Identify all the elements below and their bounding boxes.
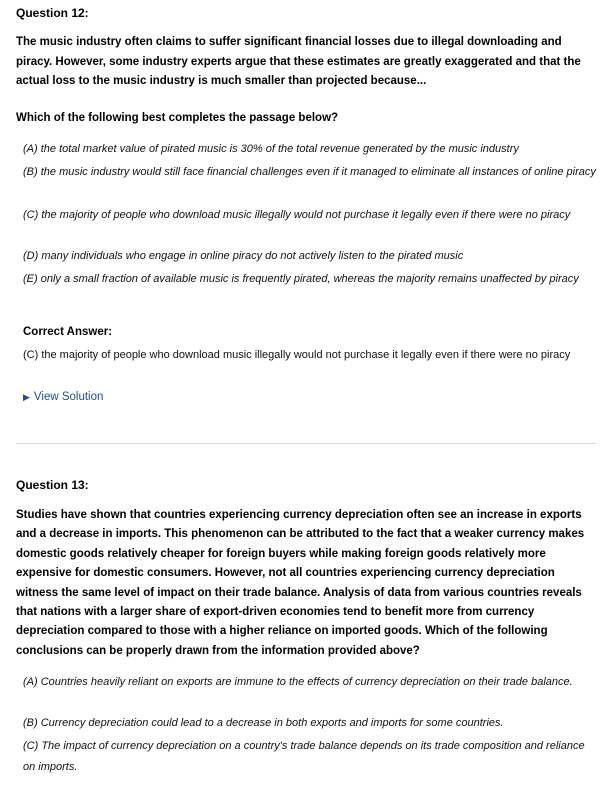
- question-13-passage: Studies have shown that countries experiencing currency depreciation often see an increase in exports and a decrease in imports. This phenomenon can be attributed to the fact that a weaker currency makes domestic goods relatively cheaper for foreign buyers while making foreign goods relatively more expensive for domestic consumers. However, not all countries experiencing currency depreciation witness the same level of impact on their trade balance. Analysis of data from various countries reveals that nations with a larger share of export-driven economies tend to benefit more from currency depreciation compared to those with a higher reliance on imported goods. Which of the following conclusions can be properly drawn from the information provided above?: [16, 509, 585, 657]
- question-12-prompt: Which of the following best completes the passage below?: [16, 112, 339, 124]
- question-divider: [16, 443, 596, 444]
- option-d[interactable]: (D) many individuals who engage in online piracy do not actively listen to the pirated music: [23, 250, 464, 262]
- option-c[interactable]: (C) the majority of people who download music illegally would not purchase it legally even if there were no piracy: [23, 209, 571, 221]
- option-a[interactable]: (A) the total market value of pirated music is 30% of the total revenue generated by the music industry: [23, 143, 519, 155]
- question-12-title: Question 12:: [16, 6, 89, 20]
- triangle-right-icon: ▶: [23, 392, 30, 402]
- view-solution-link[interactable]: [23, 390, 103, 404]
- question-12-passage: The music industry often claims to suffer significant financial losses due to illegal downloading and piracy. However, some industry experts argue that these estimates are greatly exaggerated and that the actual loss to the music industry is much smaller than projected because...: [16, 36, 581, 87]
- correct-answer-text: (C) the majority of people who download music illegally would not purchase it legally even if there were no piracy: [23, 349, 571, 361]
- correct-answer-label: Correct Answer:: [23, 326, 113, 338]
- option-e[interactable]: (E) only a small fraction of available music is frequently pirated, whereas the majority remains unaffected by piracy: [23, 273, 579, 285]
- q13-option-c[interactable]: (C) The impact of currency depreciation on a country's trade balance depends on its trade composition and reliance on imports.: [23, 740, 585, 773]
- q13-option-a[interactable]: (A) Countries heavily reliant on exports are immune to the effects of currency depreciation on their trade balance.: [23, 676, 573, 688]
- option-b[interactable]: (B) the music industry would still face financial challenges even if it managed to eliminate all instances of online piracy: [23, 166, 596, 178]
- view-solution-label: View Solution: [33, 391, 104, 403]
- q13-option-b[interactable]: (B) Currency depreciation could lead to a decrease in both exports and imports for some countries.: [23, 717, 504, 729]
- question-13-title: Question 13:: [16, 478, 89, 492]
